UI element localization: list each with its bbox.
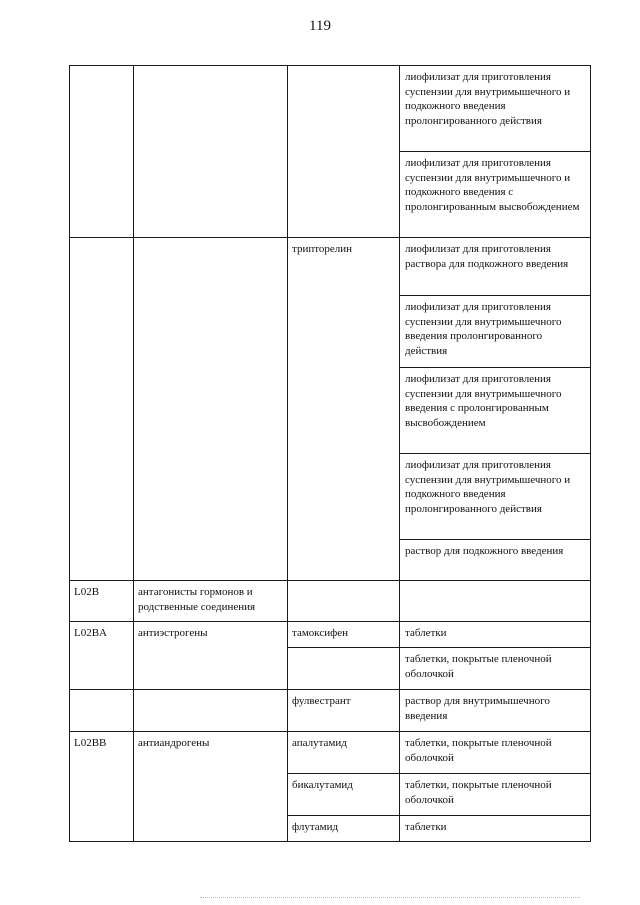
substance-cell: апалутамид	[288, 732, 400, 774]
dosage-form-cell: раствор для подкожного введения	[400, 540, 591, 581]
substance-cell	[288, 581, 400, 622]
substance-cell: фулвестрант	[288, 690, 400, 732]
substance-cell: трипторелин	[288, 238, 400, 581]
table-row	[70, 690, 591, 732]
table-row	[70, 238, 591, 296]
dosage-form-cell: раствор для внутримышечного введения	[400, 690, 591, 732]
group-name-cell: антиандрогены	[134, 732, 288, 842]
dosage-form-cell: таблетки, покрытые пленочной оболочкой	[400, 774, 591, 816]
group-name-cell	[134, 66, 288, 238]
dosage-form-cell: таблетки	[400, 622, 591, 648]
drug-table	[69, 65, 591, 842]
atc-code-cell: L02BB	[70, 732, 134, 842]
substance-cell: бикалутамид	[288, 774, 400, 816]
group-name-cell	[134, 238, 288, 581]
group-name-cell: антагонисты гормонов и родственные соединения	[134, 581, 288, 622]
atc-code-cell	[70, 66, 134, 238]
atc-code-cell	[70, 690, 134, 732]
atc-code-cell	[70, 238, 134, 581]
group-name-cell	[134, 690, 288, 732]
dosage-form-cell: таблетки	[400, 816, 591, 842]
atc-code-cell: L02B	[70, 581, 134, 622]
dosage-form-cell: лиофилизат для приготовления суспензии для внутримышечного и подкожного введения пролонгированного действия	[400, 66, 591, 152]
substance-cell	[288, 648, 400, 690]
table-row	[70, 66, 591, 152]
group-name-cell: антиэстрогены	[134, 622, 288, 690]
dosage-form-cell: таблетки, покрытые пленочной оболочкой	[400, 648, 591, 690]
dosage-form-cell: лиофилизат для приготовления суспензии для внутримышечного введения пролонгированного действия	[400, 296, 591, 368]
dosage-form-cell: лиофилизат для приготовления суспензии для внутримышечного и подкожного введения с пролонгированным высвобождением	[400, 152, 591, 238]
page-number: 119	[309, 18, 331, 34]
substance-cell	[288, 66, 400, 238]
dosage-form-cell: таблетки, покрытые пленочной оболочкой	[400, 732, 591, 774]
table-row	[70, 622, 591, 648]
dosage-form-cell: лиофилизат для приготовления раствора для подкожного введения	[400, 238, 591, 296]
dosage-form-cell	[400, 581, 591, 622]
table-row	[70, 732, 591, 774]
bottom-divider	[200, 897, 580, 898]
atc-code-cell: L02BA	[70, 622, 134, 690]
dosage-form-cell: лиофилизат для приготовления суспензии для внутримышечного введения с пролонгированным высвобождением	[400, 368, 591, 454]
substance-cell: флутамид	[288, 816, 400, 842]
substance-cell: тамоксифен	[288, 622, 400, 648]
table-row	[70, 581, 591, 622]
dosage-form-cell: лиофилизат для приготовления суспензии для внутримышечного и подкожного введения пролонгированного действия	[400, 454, 591, 540]
